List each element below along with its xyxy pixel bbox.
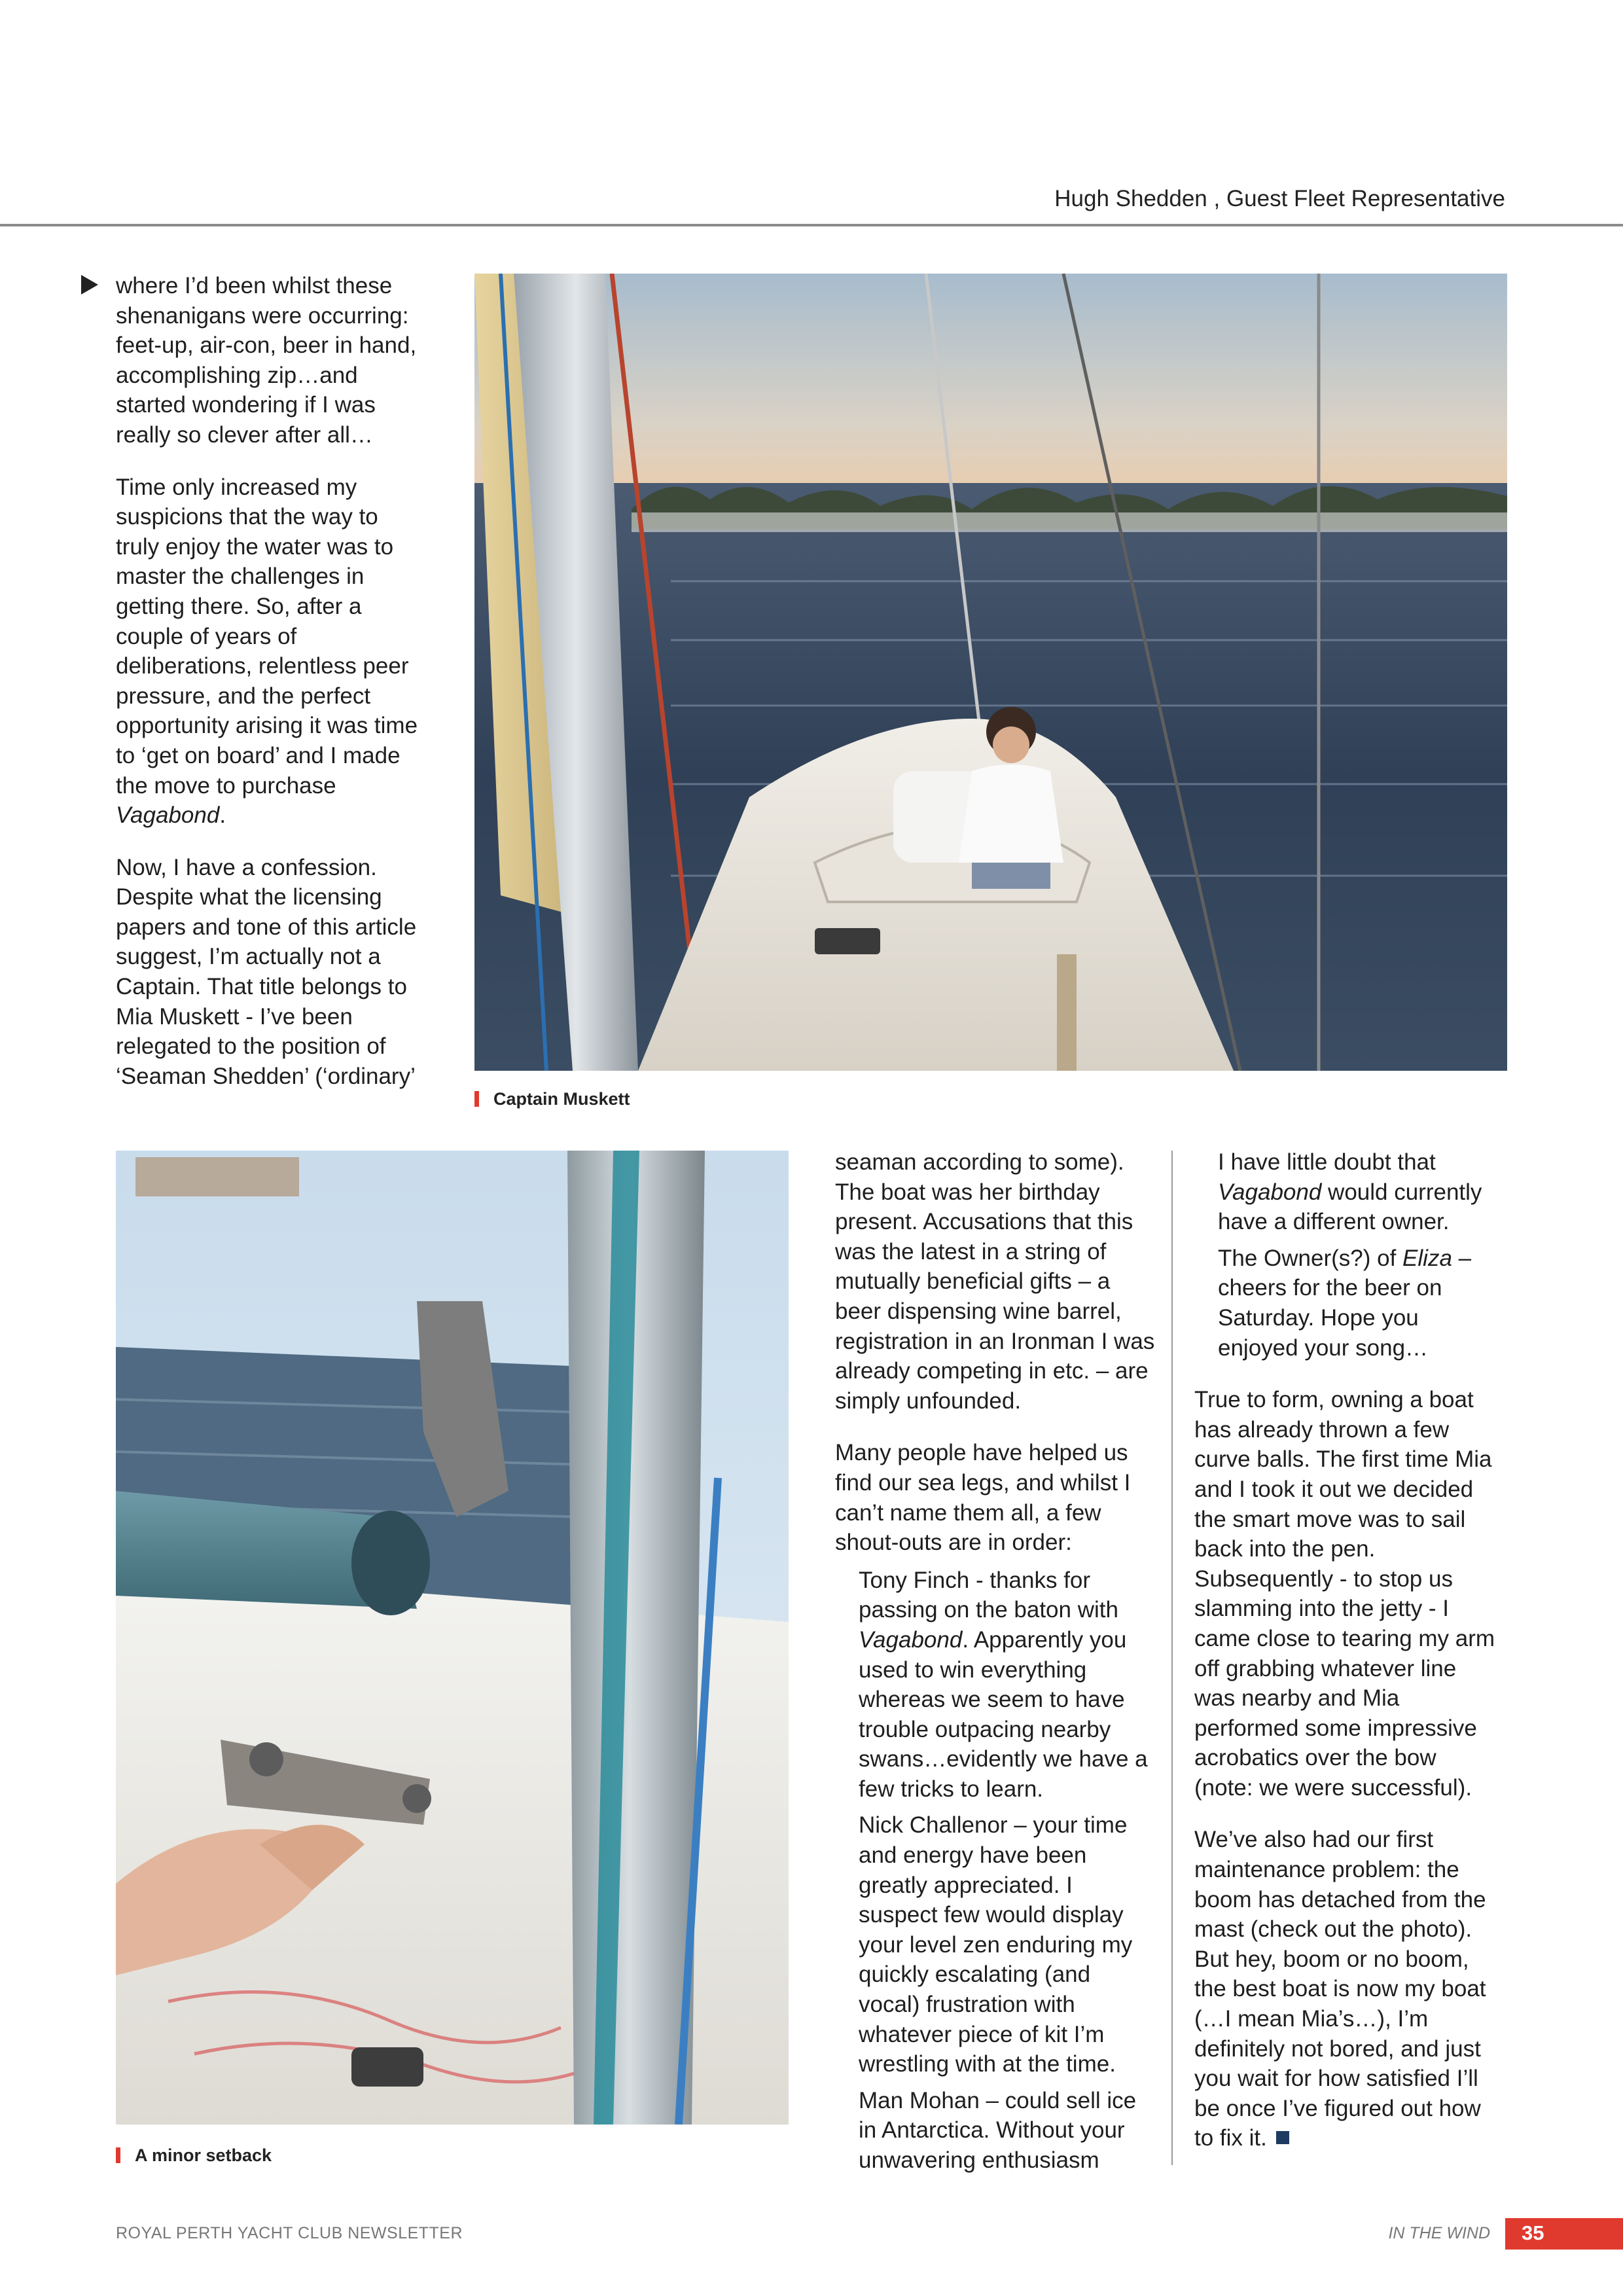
paragraph: Now, I have a confession. Despite what the licensing papers and tone of this article suggest, I’m actually not a Captain. That title belongs to Mia Muskett - I’ve been relegated to the position of ‘Seaman Shedden’ (‘ordinary’	[116, 854, 417, 1089]
paragraph: seaman according to some). The boat was her birthday present. Accusations that this was the latest in a string of mutually beneficial gifts – a beer dispensing wine barrel, registration in an Ironman I was already competing in etc. – are simply unfounded.	[835, 1149, 1155, 1414]
paragraph: We’ve also had our first maintenance problem: the boom has detached from the mast (check out the photo). But hey, boom or no boom, the best boat is now my boat (…I mean Mia’s…), I’m definitely not bored, and just you wait for how satisfied I’ll be once I’ve figured out how to fix it.	[1194, 1827, 1486, 2151]
article-column-2	[835, 1147, 1156, 2182]
photo-captain-muskett	[474, 274, 1507, 1071]
square-end-icon	[1276, 2131, 1289, 2144]
photo-caption: Captain Muskett	[474, 1089, 630, 1109]
shout-out: I have little doubt that Vagabond would currently have a different owner.	[1218, 1149, 1482, 1235]
red-bar-icon	[116, 2147, 120, 2163]
header-rule	[0, 224, 1623, 226]
byline: Hugh Shedden , Guest Fleet Representative	[1054, 186, 1505, 211]
column-divider	[1171, 1151, 1173, 2165]
shout-out: The Owner(s?) of Eliza – cheers for the beer on Saturday. Hope you enjoyed your song…	[1218, 1245, 1472, 1361]
boat-name: Vagabond	[1218, 1179, 1322, 1205]
article-column-3	[1194, 1147, 1495, 2153]
paragraph: Time only increased my suspicions that the way to truly enjoy the water was to master the challenges in getting there. So, after a couple of years of deliberations, relentless peer pressure, and the perfect opportunity arising it was time to ‘get on board’ and I made the move to purchase Vagabond.	[116, 474, 418, 829]
boat-name: Eliza	[1402, 1245, 1452, 1271]
paragraph: where I’d been whilst these shenanigans were occurring: feet-up, air-con, beer in hand, accomplishing zip…and started wondering if I was really so clever after all…	[116, 273, 417, 448]
boat-name: Vagabond	[116, 802, 220, 829]
footer-publication: ROYAL PERTH YACHT CLUB NEWSLETTER	[116, 2224, 463, 2242]
photo-minor-setback	[116, 1151, 789, 2125]
page-number: 35	[1522, 2221, 1544, 2244]
shout-out: Man Mohan – could sell ice in Antarctica. Without your unwavering enthusiasm	[859, 2087, 1137, 2173]
paragraph: Many people have helped us find our sea legs, and whilst I can’t name them all, a few shout-outs are in order:	[835, 1440, 1131, 1556]
shout-out-list	[1218, 1147, 1495, 1363]
paragraph: True to form, owning a boat has already thrown a few curve balls. The first time Mia and I took it out we decided the smart move was to sail back into the pen. Subsequently - to stop us slamming into the jetty - I came close to tearing my arm off grabbing whatever line was nearby and Mia performed some impressive acrobatics over the bow (note: we were successful).	[1194, 1387, 1495, 1801]
photo-detached-boom	[116, 1151, 789, 2125]
footer-section: IN THE WIND	[1388, 2224, 1490, 2242]
article-column-1	[116, 271, 423, 1091]
shout-out-list	[859, 1566, 1156, 2176]
shout-out: Nick Challenor – your time and energy have been greatly appreciated. I suspect few would display your level zen enduring my quickly escalating (and vocal) frustration with whatever piece of kit I’m wrestling with at the time.	[859, 1812, 1133, 2077]
boat-name: Vagabond	[859, 1626, 963, 1653]
photo-sailing-bow	[474, 274, 1507, 1071]
photo-caption: A minor setback	[116, 2145, 272, 2166]
red-bar-icon	[474, 1091, 479, 1107]
right-arrow-icon	[81, 275, 98, 295]
shout-out: Tony Finch - thanks for passing on the baton with Vagabond. Apparently you used to win everything whereas we seem to have trouble outpacing nearby swans…evidently we have a few tricks to learn.	[859, 1567, 1148, 1802]
